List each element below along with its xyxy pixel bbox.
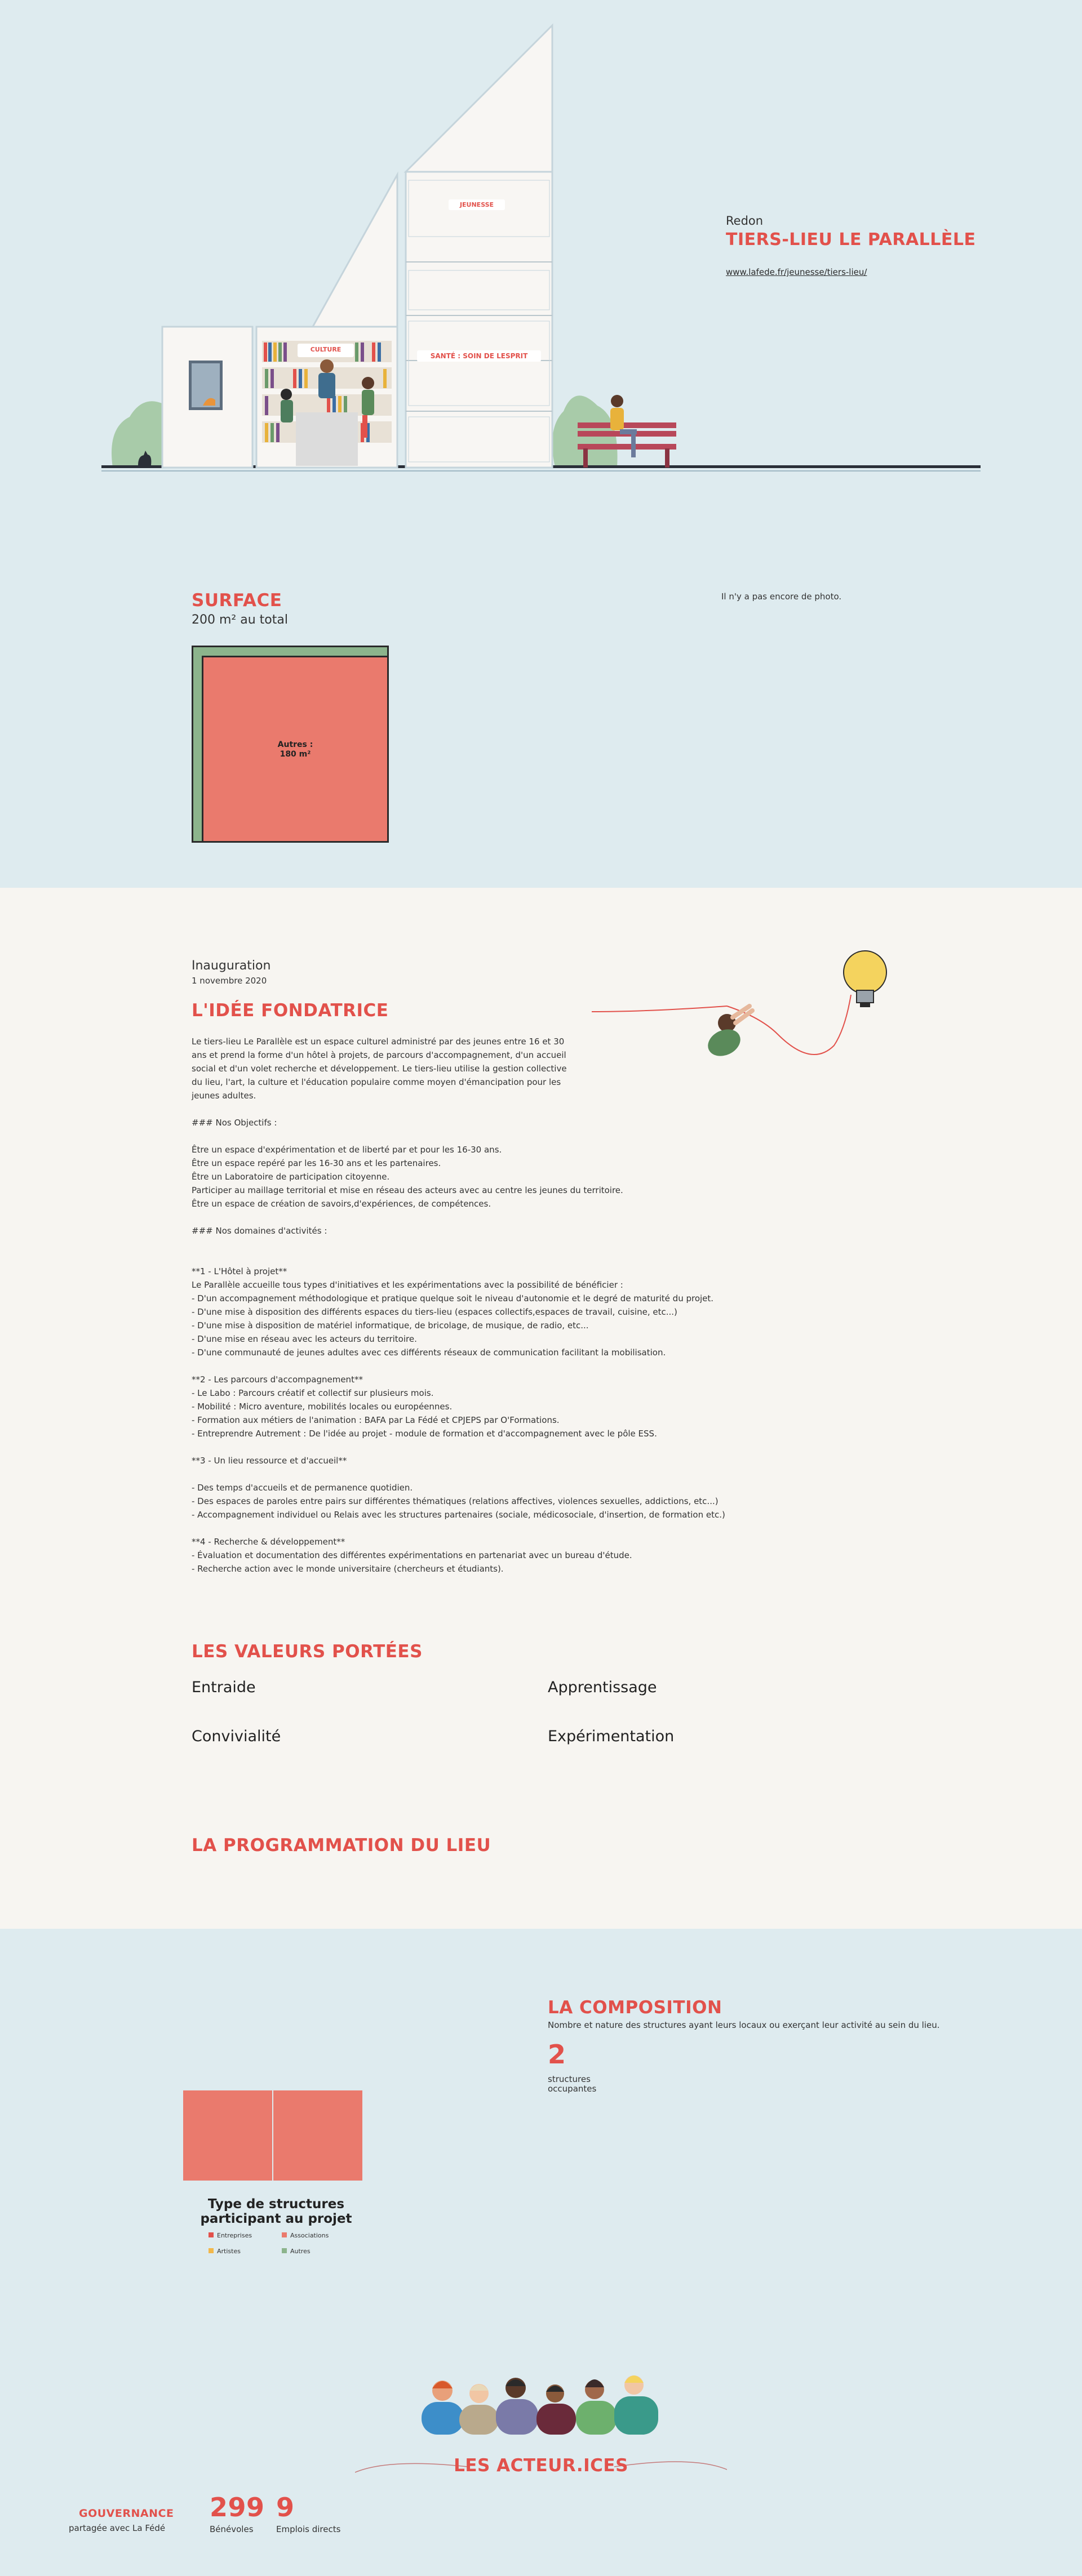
idea-body-line: - D'une mise à disposition de matériel informatique, de bricolage, de musique, de radio, etc...	[192, 1320, 589, 1331]
legend-label: Entreprises	[217, 2232, 252, 2239]
idea-body-line: - Mobilité : Micro aventure, mobilités locales ou européennes.	[192, 1402, 453, 1412]
idea-body-line: ans et prend la forme d'un hôtel à projets, de parcours d'accompagnement, d'un accueil	[192, 1050, 566, 1060]
legend-label: Artistes	[217, 2248, 241, 2253]
benevoles-value: 299	[210, 2492, 265, 2522]
legend-item	[209, 2248, 241, 2253]
emplois-label: Emplois directs	[276, 2524, 341, 2534]
legend-label: Associations	[290, 2232, 329, 2239]
governance-title: GOUVERNANCE	[79, 2507, 174, 2520]
composition-count: 2	[548, 2039, 566, 2070]
idea-body-line: du lieu, l'art, la culture et l'éducation populaire comme moyen d'émancipation pour les	[192, 1077, 561, 1087]
idea-section	[0, 888, 1082, 1929]
idea-body-line: **2 - Les parcours d'accompagnement**	[192, 1374, 363, 1385]
external-link[interactable]: www.lafede.fr/jeunesse/tiers-lieu/	[726, 267, 867, 277]
idea-body-line: - D'un accompagnement méthodologique et pratique quelque soit le niveau d'autonomie et le degré de maturité du projet.	[192, 1293, 714, 1303]
value-item: Entraide	[192, 1679, 256, 1696]
idea-body-line: - Accompagnement individuel ou Relais avec les structures partenaires (sociale, médicosociale, d'insertion, de formation etc.)	[192, 1510, 725, 1520]
chart-bar-associations	[273, 2090, 362, 2181]
governance-sub: partagée avec La Fédé	[69, 2523, 166, 2533]
no-photo-text: Il n'y a pas encore de photo.	[721, 591, 842, 602]
idea-body-line: Participer au maillage territorial et mise en réseau des acteurs avec au centre les jeunes du territoire.	[192, 1185, 623, 1195]
inauguration-label: Inauguration	[192, 959, 271, 973]
surface-total: 200 m² au total	[192, 613, 288, 627]
chart-legend	[209, 2232, 355, 2253]
actors-title: LES ACTEUR.ICES	[454, 2455, 628, 2476]
value-item: Expérimentation	[548, 1728, 675, 1745]
count-label-line2: occupantes	[548, 2084, 597, 2094]
values-title: LES VALEURS PORTÉES	[192, 1641, 423, 1662]
idea-title: L'IDÉE FONDATRICE	[192, 1000, 389, 1021]
idea-body-line: - Des temps d'accueils et de permanence quotidien.	[192, 1483, 413, 1493]
composition-section	[0, 1929, 1082, 2576]
surface-box-label-text: Autres :	[277, 740, 313, 749]
idea-body-line: - D'une mise à disposition des différents espaces du tiers-lieu (espaces collectifs,espaces de travail, cuisine, etc...)	[192, 1307, 677, 1317]
idea-body-line: Le Parallèle accueille tous types d'initiatives et les expérimentations avec la possibilité de bénéficier :	[192, 1280, 623, 1290]
idea-body-line: Être un espace d'expérimentation et de liberté par et pour les 16-30 ans.	[192, 1145, 502, 1155]
composition-subtitle: Nombre et nature des structures ayant leurs locaux ou exerçant leur activité au sein du lieu.	[548, 2020, 940, 2030]
legend-label: Autres	[290, 2248, 311, 2253]
idea-body-line	[192, 1129, 812, 1143]
legend-swatch	[209, 2248, 214, 2253]
legend-item	[282, 2248, 311, 2253]
idea-body-line	[192, 1467, 812, 1481]
surface-box-label	[202, 740, 389, 759]
idea-body-line: - Recherche action avec le monde universitaire (chercheurs et étudiants).	[192, 1564, 504, 1574]
surface-box-value: 180 m²	[280, 750, 311, 759]
legend-swatch	[282, 2232, 287, 2237]
idea-body-line: ### Nos domaines d'activités :	[192, 1226, 327, 1236]
idea-body-line: Être un espace de création de savoirs,d'expériences, de compétences.	[192, 1199, 491, 1209]
legend-item	[209, 2232, 252, 2239]
idea-body	[192, 1035, 812, 1576]
room-label-jeunesse: JEUNESSE	[449, 199, 505, 210]
chart-bar-entreprises	[183, 2090, 272, 2181]
surface-title: SURFACE	[192, 590, 282, 611]
idea-body-line: - D'une communauté de jeunes adultes avec ces différents réseaux de communication facilitant la mobilisation.	[192, 1347, 666, 1358]
programmation-title: LA PROGRAMMATION DU LIEU	[192, 1835, 491, 1856]
value-item: Apprentissage	[548, 1679, 657, 1696]
idea-body-line: - Formation aux métiers de l'animation : BAFA par La Fédé et CPJEPS par O'Formations.	[192, 1415, 560, 1425]
legend-swatch	[282, 2248, 287, 2253]
composition-title: LA COMPOSITION	[548, 1997, 722, 2018]
idea-body-line: - Entreprendre Autrement : De l'idée au projet - module de formation et d'accompagnement avec le pôle ESS.	[192, 1429, 657, 1439]
idea-body-line: **3 - Un lieu ressource et d'accueil**	[192, 1456, 347, 1466]
legend-swatch	[209, 2232, 214, 2237]
legend-item	[282, 2232, 329, 2239]
idea-body-line: - Évaluation et documentation des différentes expérimentations en partenariat avec un bureau d'étude.	[192, 1550, 632, 1560]
page-title: TIERS-LIEU LE PARALLÈLE	[726, 230, 976, 250]
inauguration-date: 1 novembre 2020	[192, 976, 267, 986]
chart-title	[180, 2197, 372, 2226]
chart-title-line1: Type de structures	[207, 2197, 345, 2212]
idea-body-line: ### Nos Objectifs :	[192, 1118, 277, 1128]
idea-body-line	[192, 1359, 812, 1373]
emplois-value: 9	[276, 2492, 295, 2522]
idea-body-line: social et d'un volet recherche et développement. Le tiers-lieu utilise la gestion collective	[192, 1064, 567, 1074]
idea-body-line: - Des espaces de paroles entre pairs sur différentes thématiques (relations affectives, violences sexuelles, addictions, etc...)	[192, 1496, 719, 1506]
hero-section	[0, 0, 1082, 530]
idea-body-line	[192, 1238, 812, 1251]
benevoles-label: Bénévoles	[210, 2524, 254, 2534]
idea-body-line	[192, 1521, 812, 1535]
idea-body-line	[192, 1251, 812, 1265]
idea-body-line: Être un Laboratoire de participation citoyenne.	[192, 1172, 390, 1182]
room-label-culture: CULTURE	[310, 346, 342, 353]
idea-body-line: Le tiers-lieu Le Parallèle est un espace culturel administré par des jeunes entre 16 et 30	[192, 1036, 565, 1047]
tiers-lieu-illustration	[96, 23, 986, 490]
idea-body-line: **1 - L'Hôtel à projet**	[192, 1266, 287, 1276]
surface-section	[0, 530, 1082, 888]
value-item: Convivialité	[192, 1728, 281, 1745]
count-label-line1: structures	[548, 2074, 591, 2084]
idea-body-line: - D'une mise en réseau avec les acteurs du territoire.	[192, 1334, 417, 1344]
chart-title-line2: participant au projet	[200, 2212, 352, 2226]
room-label-sante: SANTÉ : SOIN DE LESPRIT	[417, 350, 541, 362]
actors-illustration	[417, 2368, 671, 2436]
idea-body-line: **4 - Recherche & développement**	[192, 1537, 345, 1547]
idea-body-line	[192, 1102, 812, 1116]
idea-body-line: Être un espace repéré par les 16-30 ans et les partenaires.	[192, 1158, 441, 1168]
idea-body-line: jeunes adultes.	[192, 1091, 256, 1101]
composition-count-label	[548, 2075, 596, 2094]
structures-chart	[180, 2088, 372, 2200]
idea-body-line	[192, 1211, 812, 1224]
idea-body-line: - Le Labo : Parcours créatif et collectif sur plusieurs mois.	[192, 1388, 434, 1398]
idea-body-line	[192, 1440, 812, 1454]
hero-city: Redon	[726, 214, 764, 228]
